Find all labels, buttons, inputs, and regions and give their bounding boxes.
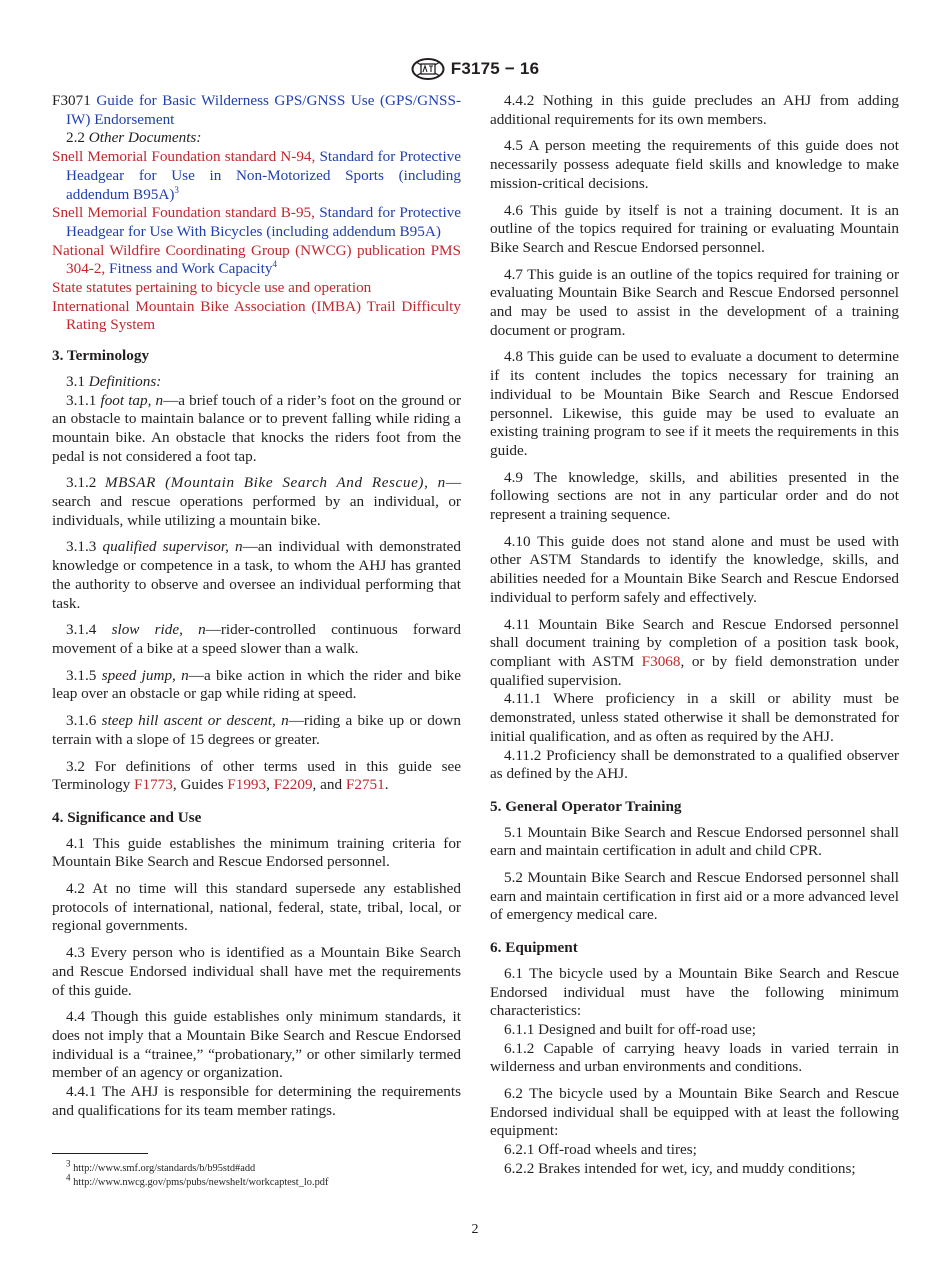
link-f2751[interactable]: F2751 — [345, 776, 385, 794]
footnote-ref-4[interactable]: 4 — [272, 259, 277, 270]
paragraph-4-7: 4.7 This guide is an outline of the topics required for training or evaluating Mountain Bike Search and Rescue Endorsed personnel and may be used to assist in the development of a training document or program. — [490, 265, 899, 339]
footnote-divider — [52, 1153, 148, 1154]
paragraph-4-1: 4.1 This guide establishes the minimum training criteria for Mountain Bike Search and Rescue Endorsed personnel. — [52, 834, 461, 871]
left-column — [52, 92, 461, 1128]
link-f1773[interactable]: F1773 — [134, 776, 173, 794]
footnotes — [52, 1158, 461, 1189]
footnote-4-url[interactable]: http://www.nwcg.gov/pms/pubs/newshelt/workcaptest_lo.pdf — [73, 1176, 329, 1188]
link-f1993[interactable]: F1993 — [227, 776, 267, 794]
paragraph-5-1: 5.1 Mountain Bike Search and Rescue Endorsed personnel shall earn and maintain certification in adult and child CPR. — [490, 823, 899, 860]
section-heading-3: 3. Terminology — [52, 347, 150, 365]
footnote-ref-3[interactable]: 3 — [174, 184, 179, 195]
footnote-3: $^3$ http://www.smf.org/standards/b/b95std#add — [66, 1158, 256, 1174]
footnote-4: $^4$ http://www.nwcg.gov/pms/pubs/newshelt/workcaptest_lo.pdf — [66, 1172, 329, 1188]
paragraph-6-2-1: 6.2.1 Off-road wheels and tires; — [504, 1141, 697, 1159]
link-nwcg-title[interactable]: Fitness and Work Capacity — [109, 260, 273, 278]
definition-foot-tap: 3.1.1 foot tap, n—a brief touch of a rider’s foot on the ground or an obstacle to maintain balance or to prevent falling while riding a mountain bike. An obstacle that knocks the riders foot from the pedal is not considered a foot tap. — [52, 391, 461, 465]
definition-qualified-supervisor: 3.1.3 qualified supervisor, n—an individual with demonstrated knowledge or competence in a task, to whom the AHJ has granted the authority to observe and oversee an individual performing that task. — [52, 538, 462, 612]
definition-steep-hill: 3.1.6 steep hill ascent or descent, n—riding a bike up or down terrain with a slope of 15 degrees or greater. — [52, 712, 461, 748]
paragraph-6-1-1: 6.1.1 Designed and built for off-road use; — [504, 1020, 756, 1038]
paragraph-4-3: 4.3 Every person who is identified as a Mountain Bike Search and Rescue Endorsed individual shall have met the requirements of this guide. — [52, 944, 461, 999]
section-3-1: 3.1 Definitions: — [66, 372, 162, 390]
definition-speed-jump: 3.1.5 speed jump, n—a bike action in which the rider and bike leap over an obstacle or gap while riding at speed. — [52, 666, 461, 703]
section-heading-4: 4. Significance and Use — [52, 808, 202, 826]
paragraph-4-4-2: 4.4.2 Nothing in this guide precludes an AHJ from adding additional requirements for its own members. — [490, 92, 899, 128]
paragraph-6-1: 6.1 The bicycle used by a Mountain Bike Search and Rescue Endorsed individual must have the following minimum characteristics: — [490, 964, 899, 1020]
reference-f3071: F3071 Guide for Basic Wilderness GPS/GNSS Use (GPS/GNSS-IW) Endorsement — [52, 92, 461, 128]
section-heading-5: 5. General Operator Training — [490, 797, 682, 815]
astm-logo — [411, 58, 445, 80]
footnote-3-url[interactable]: http://www.smf.org/standards/b/b95std#add — [73, 1163, 256, 1174]
paragraph-4-8: 4.8 This guide can be used to evaluate a document to determine if its content includes the topics necessary for training an individual to be Mountain Bike Search and Rescue Endorsed personnel. Likewise, this guide may be used to evaluate an existing training program to see if it meets the requirements in this guide. — [490, 348, 899, 459]
paragraph-4-9: 4.9 The knowledge, skills, and abilities presented in the following sections are not in any particular order and do not represent a training sequence. — [490, 468, 899, 524]
document-id: F3175 − 16 — [450, 59, 540, 78]
paragraph-4-6: 4.6 This guide by itself is not a training document. It is an outline of the topics required for training or evaluating Mountain Bike Search and Rescue Endorsed personnel. — [490, 201, 899, 256]
reference-snell-n94: Snell Memorial Foundation standard N-94, Standard for Protective Headgear for Use in Non-Motorized Sports (including addendum B95A)$^3$ — [52, 148, 461, 203]
paragraph-4-11-1: 4.11.1 Where proficiency in a skill or ability must be demonstrated, unless stated otherwise it shall be demonstrated for initial qualification, and as often as required by the AHJ. — [490, 690, 899, 745]
link-snell-n94-title[interactable]: Standard for Protective Headgear for Use in Non-Motorized Sports (including addendum B95A) — [66, 148, 461, 203]
section-heading-6: 6. Equipment — [490, 939, 578, 957]
section-3-2: 3.2 For definitions of other terms used in this guide see Terminology F1773, Guides F1993, F2209, and F2751. — [52, 757, 461, 794]
paragraph-4-11: 4.11 Mountain Bike Search and Rescue Endorsed personnel shall document training by completion of a position task book, compliant with ASTM F3068, or by field demonstration under qualified supervision. — [490, 615, 900, 689]
link-snell-b95-title[interactable]: Standard for Protective Headgear for Use With Bicycles (including addendum B95A) — [66, 204, 462, 240]
link-f3068[interactable]: F3068 — [641, 652, 681, 670]
definition-slow-ride: 3.1.4 slow ride, n—rider-controlled continuous forward movement of a bike at a speed slower than a walk. — [52, 621, 461, 657]
paragraph-6-2: 6.2 The bicycle used by a Mountain Bike Search and Rescue Endorsed individual shall be equipped with at least the following equipment: — [490, 1085, 899, 1140]
link-f3071-title[interactable]: Guide for Basic Wilderness GPS/GNSS Use (GPS/GNSS-IW) Endorsement — [66, 92, 461, 128]
paragraph-4-4-1: 4.4.1 The AHJ is responsible for determining the requirements and qualifications for its team member ratings. — [52, 1083, 461, 1119]
paragraph-4-10: 4.10 This guide does not stand alone and must be used with other ASTM Standards to identify the knowledge, skills, and abilities needed for a Mountain Bike Search and Rescue Endorsed individual to perform safely and effectively. — [490, 532, 899, 606]
paragraph-5-2: 5.2 Mountain Bike Search and Rescue Endorsed personnel shall earn and maintain certification in first aid or a more advanced level of emergency medical care. — [490, 869, 899, 924]
page-number: 2 — [471, 1222, 479, 1237]
page-header — [0, 58, 950, 85]
right-column — [490, 92, 899, 1179]
paragraph-4-2: 4.2 At no time will this standard supersede any established protocols of international, national, federal, state, tribal, local, or regional governments. — [52, 880, 461, 935]
reference-nwcg: National Wildfire Coordinating Group (NWCG) publication PMS 304-2, Fitness and Work Capacity$^4$ — [52, 241, 461, 278]
paragraph-6-2-2: 6.2.2 Brakes intended for wet, icy, and muddy conditions; — [504, 1159, 856, 1177]
section-2-2: 2.2 Other Documents: — [66, 129, 202, 147]
reference-state-statutes: State statutes pertaining to bicycle use and operation — [52, 279, 372, 297]
paragraph-4-11-2: 4.11.2 Proficiency shall be demonstrated to a qualified observer as defined by the AHJ. — [490, 746, 899, 783]
reference-snell-b95: Snell Memorial Foundation standard B-95, Standard for Protective Headgear for Use With Bicycles (including addendum B95A) — [52, 204, 462, 240]
paragraph-6-1-2: 6.1.2 Capable of carrying heavy loads in varied terrain in wilderness and urban environments and conditions. — [490, 1039, 899, 1076]
reference-imba: International Mountain Bike Association (IMBA) Trail Difficulty Rating System — [52, 297, 461, 334]
definition-mbsar: 3.1.2 MBSAR (Mountain Bike Search And Rescue), n—search and rescue operations performed by an individual, or individuals, while utilizing a mountain bike. — [52, 474, 462, 529]
link-f2209[interactable]: F2209 — [273, 776, 313, 794]
paragraph-4-5: 4.5 A person meeting the requirements of this guide does not necessarily possess adequate field skills and knowledge to make mission-critical decisions. — [490, 137, 899, 192]
paragraph-4-4: 4.4 Though this guide establishes only minimum standards, it does not imply that a Mountain Bike Search and Rescue Endorsed individual is a “trainee,” “probationary,” or other similarly termed member of an agency or organization. — [52, 1008, 461, 1082]
